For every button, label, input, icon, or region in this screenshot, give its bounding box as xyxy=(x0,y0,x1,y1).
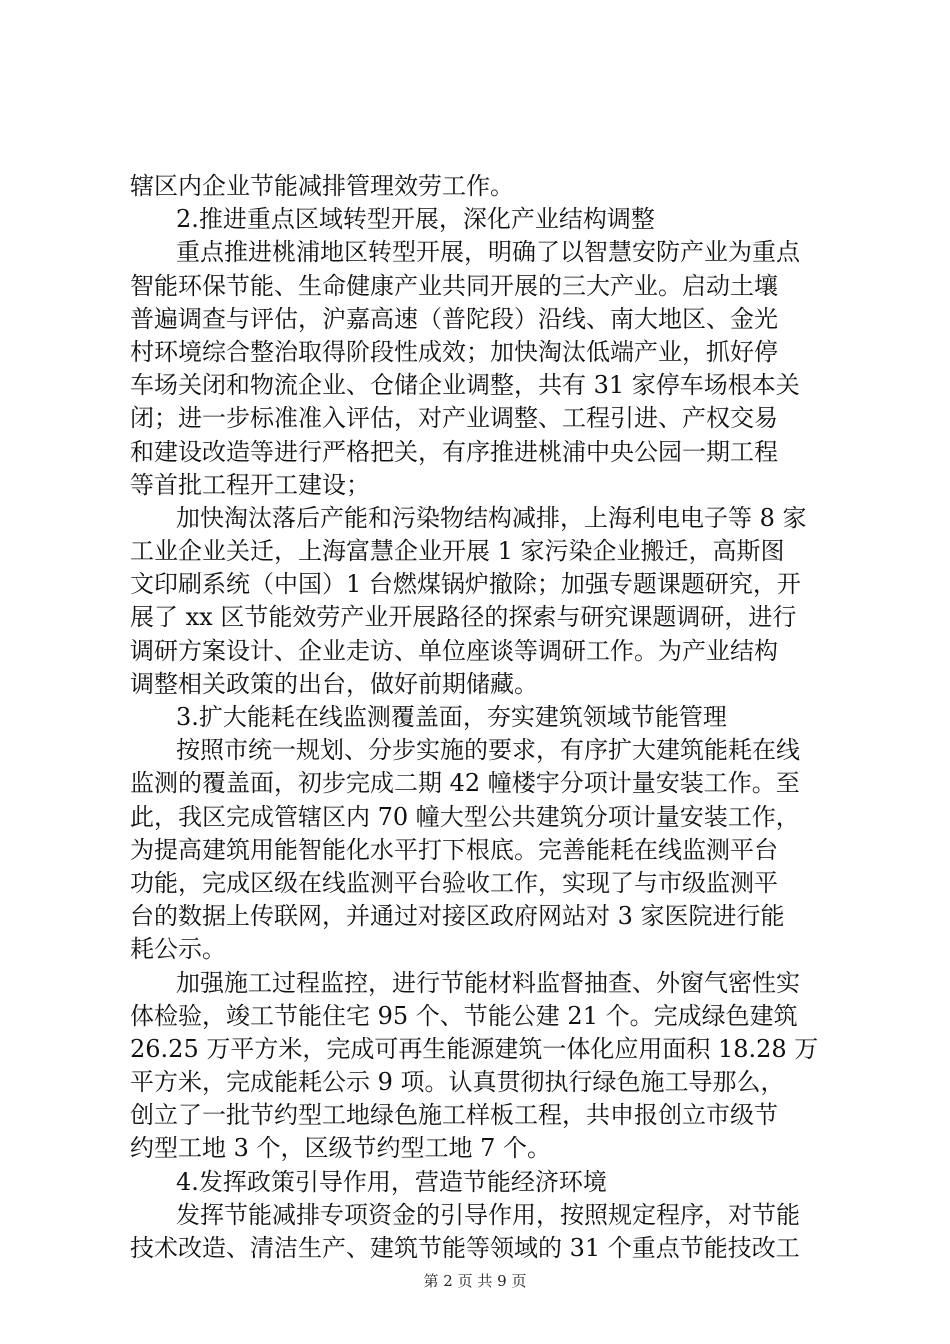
text-line: 技术改造、清洁生产、建筑节能等领域的 31 个重点节能技改工 xyxy=(130,1234,800,1262)
text-line: 智能环保节能、生命健康产业共同开展的三大产业。启动土壤 xyxy=(130,271,778,300)
text-line: 辖区内企业节能减排管理效劳工作。 xyxy=(130,172,514,200)
text-line: 调研方案设计、企业走访、单位座谈等调研工作。为产业结构 xyxy=(130,636,778,665)
text-line: 加强施工过程监控，进行节能材料监督抽查、外窗气密性实 xyxy=(176,968,800,997)
text-line: 功能，完成区级在线监测平台验收工作，实现了与市级监测平 xyxy=(130,868,778,897)
text-line: 台的数据上传联网，并通过对接区政府网站对 3 家医院进行能 xyxy=(130,902,785,931)
text-line: 3.扩大能耗在线监测覆盖面，夯实建筑领域节能管理 xyxy=(176,703,727,731)
text-line: 按照市统一规划、分步实施的要求，有序扩大建筑能耗在线 xyxy=(176,736,800,765)
text-line: 耗公示。 xyxy=(130,935,226,964)
text-line: 文印刷系统（中国）1 台燃煤锅炉撤除；加强专题课题研究，开 xyxy=(130,570,801,599)
text-line: 普遍调查与评估，沪嘉高速（普陀段）沿线、南大地区、金光 xyxy=(130,304,778,333)
text-line: 闭；进一步标准准入评估，对产业调整、工程引进、产权交易 xyxy=(130,404,778,433)
text-line: 4.发挥政策引导作用，营造节能经济环境 xyxy=(176,1167,607,1196)
text-line: 创立了一批节约型工地绿色施工样板工程，共申报创立市级节 xyxy=(130,1101,778,1130)
text-line: 工业企业关迁，上海富慧企业开展 1 家污染企业搬迁，高斯图 xyxy=(130,537,785,566)
text-line: 平方米，完成能耗公示 9 项。认真贯彻执行绿色施工导那么， xyxy=(130,1068,785,1097)
text-line: 和建设改造等进行严格把关，有序推进桃浦中央公园一期工程 xyxy=(130,437,778,466)
text-line: 为提高建筑用能智能化水平打下根底。完善能耗在线监测平台 xyxy=(130,835,778,864)
text-line: 体检验，竣工节能住宅 95 个、节能公建 21 个。完成绿色建筑 xyxy=(130,1001,798,1030)
text-line: 发挥节能减排专项资金的引导作用，按照规定程序，对节能 xyxy=(176,1200,800,1229)
text-line: 加快淘汰落后产能和污染物结构减排，上海利电电子等 8 家 xyxy=(176,503,807,532)
document-body xyxy=(130,170,830,1265)
text-line: 等首批工程开工建设； xyxy=(130,470,370,499)
text-line: 2.推进重点区域转型开展，深化产业结构调整 xyxy=(176,205,655,234)
text-line: 村环境综合整治取得阶段性成效；加快淘汰低端产业，抓好停 xyxy=(130,337,778,366)
text-line: 重点推进桃浦地区转型开展，明确了以智慧安防产业为重点 xyxy=(176,238,800,267)
text-line: 约型工地 3 个，区级节约型工地 7 个。 xyxy=(130,1134,552,1163)
text-line: 调整相关政策的出台，做好前期储藏。 xyxy=(130,669,538,698)
text-line: 车场关闭和物流企业、仓储企业调整，共有 31 家停车场根本关 xyxy=(130,371,800,400)
text-line: 监测的覆盖面，初步完成二期 42 幢楼宇分项计量安装工作。至 xyxy=(130,769,800,798)
text-line: 26.25 万平方米，完成可再生能源建筑一体化应用面积 18.28 万 xyxy=(130,1034,819,1063)
text-line: 展了 xx 区节能效劳产业开展路径的探索与研究课题调研，进行 xyxy=(130,603,797,632)
text-line: 此，我区完成管辖区内 70 幢大型公共建筑分项计量安装工作， xyxy=(130,802,800,831)
page-footer: 第 2 页 共 9 页 xyxy=(423,1272,527,1290)
